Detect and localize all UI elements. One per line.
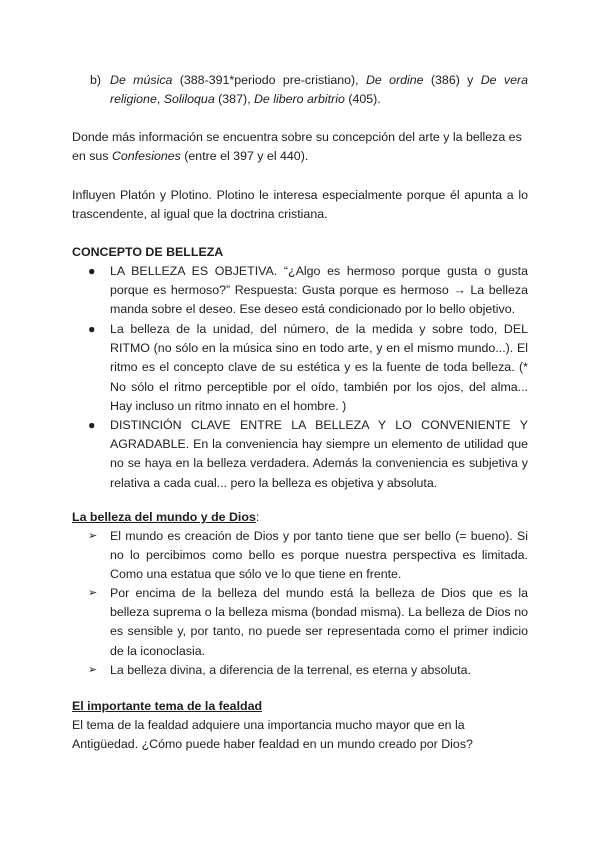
bullet-item: DISTINCIÓN CLAVE ENTRE LA BELLEZA Y LO CONVENIENTE Y AGRADABLE. En la conveniencia hay siempre un elemento de utilidad que no se haya en la belleza verdadera. Además la conveniencia es subjetiva y relativa a cada cual... pero la belleza es objetiva y absoluta. bbox=[110, 418, 528, 490]
section-title-concepto: CONCEPTO DE BELLEZA bbox=[72, 245, 224, 259]
arrow-bullet-icon: ➢ bbox=[88, 664, 98, 676]
list-label-b: b) bbox=[90, 73, 102, 87]
paragraph-fealdad: El tema de la fealdad adquiere una importancia mucho mayor que en la Antigüedad. ¿Cómo puede haber fealdad en un mundo creado por Dios? bbox=[72, 718, 473, 752]
paragraph-influences: Influyen Platón y Plotino. Plotino le interesa especialmente porque él apunta a lo trascendente, al igual que la doctrina cristiana. bbox=[72, 188, 528, 222]
work-title: De libero arbitrio bbox=[253, 92, 345, 107]
work-title: Confesiones bbox=[111, 149, 181, 164]
bullet-item: La belleza de la unidad, del número, de la medida y sobre todo, DEL RITMO (no sólo en la música sino en todo arte, y en el mismo mundo...). El ritmo es el concepto clave de su estética y es la fuente de toda belleza. (* No sólo el ritmo perceptible por el oído, también por los ojos, del alma... Hay incluso un ritmo innato en el hombre. ) bbox=[110, 322, 528, 413]
bullet-item: LA BELLEZA ES OBJETIVA. “¿Algo es hermoso porque gusta o gusta porque es hermoso?” Respuesta: Gusta porque es hermoso → La belleza manda sobre el deseo. Ese deseo está condicionado por lo bello objetivo. bbox=[110, 264, 528, 317]
arrow-bullet-icon: ➢ bbox=[88, 587, 98, 599]
bullet-icon: ● bbox=[88, 418, 96, 432]
arrow-item: Por encima de la belleza del mundo está la belleza de Dios que es la belleza suprema o la belleza misma (bondad misma). La belleza de Dios no es sensible y, por tanto, no puede ser representada como el primer indicio de la iconoclasia. bbox=[110, 586, 528, 658]
work-title: Soliloqua bbox=[163, 92, 215, 107]
arrow-item: La belleza divina, a diferencia de la terrenal, es eterna y absoluta. bbox=[110, 663, 471, 677]
bullet-icon: ● bbox=[88, 322, 96, 336]
arrow-item: El mundo es creación de Dios y por tanto tiene que ser bello (= bueno). Si no lo percibimos como bello es porque nuestra perspectiva es limitada. Como una estatua que sólo ve lo que tiene en frente. bbox=[110, 529, 528, 582]
section-title-fealdad: El importante tema de la fealdad bbox=[72, 699, 263, 713]
paragraph-confesiones: Donde más información se encuentra sobre su concepción del arte y la belleza es en sus Confesiones (entre el 397 y el 440). bbox=[72, 130, 522, 164]
work-title: De vera religione bbox=[110, 73, 528, 107]
work-title: De música bbox=[110, 73, 173, 87]
work-title: De ordine bbox=[365, 73, 424, 87]
bullet-icon: ● bbox=[88, 264, 96, 278]
section-title-mundo-dios: La belleza del mundo y de Dios: bbox=[72, 510, 260, 524]
arrow-bullet-icon: ➢ bbox=[88, 530, 98, 542]
works-list-item: De música (388-391*periodo pre-cristiano), De ordine (386) y De vera religione, Soliloqua (387), De libero arbitrio (405). bbox=[110, 73, 528, 107]
